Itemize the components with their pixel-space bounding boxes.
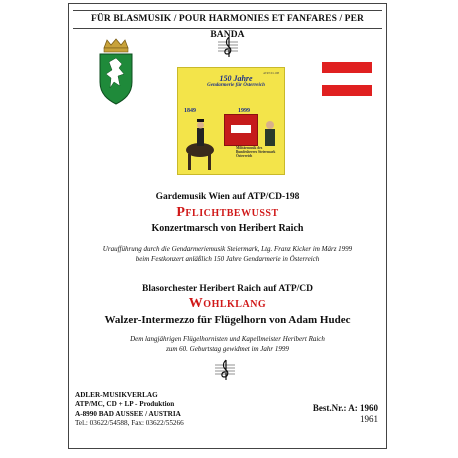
sheet-cover-page [68, 3, 387, 449]
cd-cover-image [177, 67, 285, 175]
section1-note: Uraufführung durch die Gendarmeriemusik Steiermark, Ltg. Franz Kicker im März 1999 beim Festkonzert anläßlich 150 Jahre Gendarmerie in Österreich [102, 245, 353, 263]
section1-title: Pflichtbewusst [176, 205, 279, 220]
section2-source: Blasorchester Heribert Raich auf ATP/CD [142, 284, 313, 294]
header-banner: FÜR BLASMUSIK / POUR HARMONIES ET FANFARES / PER BANDA [73, 10, 382, 29]
order-number-extra: 1961 [360, 414, 378, 424]
cover-label: ATP/CD-198 [263, 71, 279, 75]
section1-source: Gardemusik Wien auf ATP/CD-198 [155, 192, 300, 202]
order-number-block [313, 403, 378, 425]
publisher-block [75, 391, 184, 429]
cover-red-emblem [224, 114, 258, 146]
treble-clef-icon-bottom [215, 359, 235, 381]
cover-title: 150 Jahre Gendarmerie für Österreich [207, 74, 265, 88]
styria-crest-icon [97, 38, 135, 106]
horseman-figure-icon [180, 116, 220, 172]
publisher-contact: Tel.: 03622/54588, Fax: 03622/55266 [75, 419, 184, 428]
section1-subtitle: Konzertmarsch von Heribert Raich [151, 223, 304, 234]
publisher-name: ADLER-MUSIKVERLAG [75, 391, 158, 399]
publisher-production: ATP/MC, CD + LP - Produktion [75, 400, 175, 409]
officer-figure-icon [258, 118, 282, 148]
cover-year-left: 1849 [184, 108, 196, 114]
section2-note: Dem langjährigen Flügelhornisten und Kapellmeister Heribert Raich zum 60. Geburtstag gewidmet im Jahr 1999 [130, 335, 325, 353]
austrian-flag-icon [322, 62, 372, 96]
section2-title: Wohlklang [188, 296, 267, 311]
treble-clef-icon [218, 36, 238, 58]
cover-note: Militärmusik des Bundesheeres Steiermark Österreich [236, 146, 276, 159]
publisher-address: A-8990 BAD AUSSEE / AUSTRIA [75, 409, 181, 418]
section2-subtitle: Walzer-Intermezzo für Flügelhorn von Adam Hudec [104, 314, 351, 326]
order-number: Best.Nr.: A: 1960 [312, 403, 378, 413]
cover-year-right: 1999 [238, 108, 250, 114]
